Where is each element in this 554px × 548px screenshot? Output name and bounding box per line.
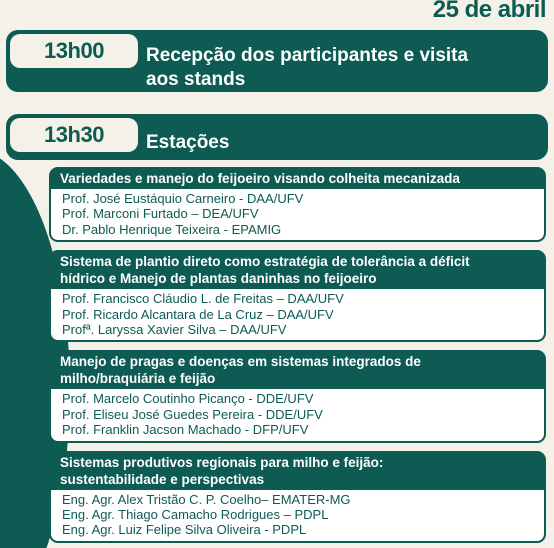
station-title (49, 250, 546, 289)
event-date: 25 de abril (432, 0, 546, 23)
station-card (49, 451, 546, 543)
station-title-line: hídrico e Manejo de plantas daninhas no feijoeiro (60, 271, 377, 287)
speaker: Eng. Agr. Luiz Felipe Silva Oliveira - PDPL (62, 522, 307, 538)
speaker: Prof. Franklin Jacson Machado - DFP/UFV (62, 422, 309, 438)
station-speakers (49, 490, 546, 543)
slot-title (146, 44, 468, 92)
speaker: Prof. Eliseu José Guedes Pereira - DDE/UFV (62, 406, 323, 422)
speaker: Prof. Francisco Cláudio L. de Freitas – DAA/UFV (62, 291, 344, 307)
station-card (49, 250, 546, 342)
station-speakers (49, 289, 546, 342)
station-title (49, 167, 546, 189)
station-card (49, 167, 546, 242)
speaker: Eng. Agr. Alex Tristão C. P. Coelho– EMATER-MG (62, 491, 351, 507)
speaker: Prof. Marconi Furtado – DEA/UFV (62, 206, 259, 222)
stations-list (49, 167, 546, 548)
station-card (49, 350, 546, 442)
station-title-line: Sistemas produtivos regionais para milho e feijão: (60, 454, 384, 470)
slot-title-line: Estações (146, 132, 230, 153)
station-title-line: Sistema de plantio direto como estratégia de tolerância a déficit (60, 254, 470, 270)
station-title-line: Manejo de pragas e doenças em sistemas integrados de (60, 354, 421, 370)
speaker: Prof. Ricardo Alcantara de La Cruz – DAA/UFV (62, 306, 334, 322)
time-badge: 13h30 (10, 118, 138, 152)
slot-title-line: Recepção dos participantes e visita (146, 45, 469, 66)
speaker: Dr. Pablo Henrique Teixeira - EPAMIG (62, 221, 282, 237)
slot-title-line: aos stands (146, 69, 246, 90)
time-badge: 13h00 (10, 34, 138, 68)
speaker: Prof. Marcelo Coutinho Picanço - DDE/UFV (62, 391, 314, 407)
speaker: Profª. Laryssa Xavier Silva – DAA/UFV (62, 322, 287, 338)
station-speakers (49, 189, 546, 242)
schedule-slot-1330 (6, 114, 548, 160)
speaker: Prof. José Eustáquio Carneiro - DAA/UFV (62, 191, 304, 206)
station-title-line: milho/braquiária e feijão (60, 371, 216, 387)
slot-title (146, 131, 229, 155)
schedule-slot-1300 (6, 30, 548, 92)
station-speakers (49, 389, 546, 442)
station-title (49, 350, 546, 389)
station-title (49, 451, 546, 490)
station-title-line: sustentabilidade e perspectivas (60, 471, 265, 487)
station-title-line: Variedades e manejo do feijoeiro visando colheita mecanizada (60, 171, 460, 186)
speaker: Eng. Agr. Thiago Camacho Rodrigues – PDPL (62, 507, 329, 523)
